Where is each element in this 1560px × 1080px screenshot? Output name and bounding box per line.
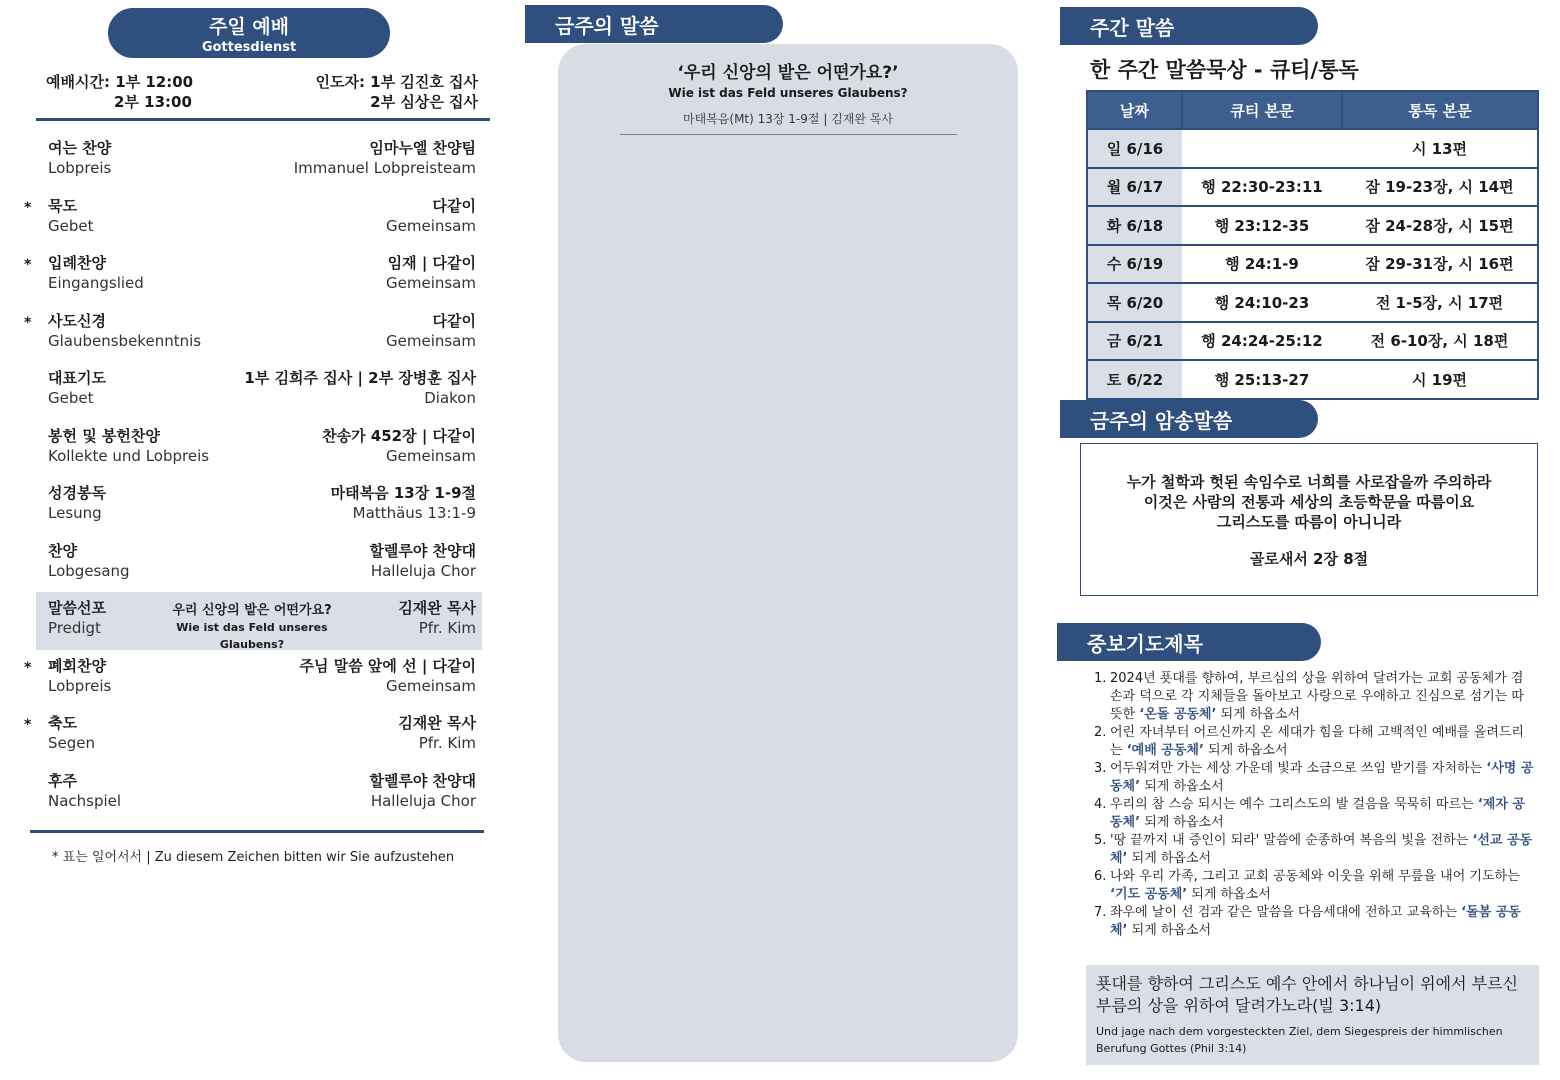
stand-marker: * bbox=[24, 659, 32, 676]
prayer-highlight: ‘예배 공동체’ bbox=[1126, 743, 1204, 758]
order-item-r1: 임재 | 다같이 bbox=[387, 254, 476, 272]
order-item-ko: 묵도 bbox=[48, 196, 77, 215]
prayer-ending: 되게 하옵소서 bbox=[1203, 743, 1288, 758]
qt-reading: 전 6-10장, 시 18편 bbox=[1342, 322, 1538, 361]
order-item-ko: 사도신경 bbox=[48, 311, 106, 330]
prayer-list bbox=[1094, 670, 1534, 940]
prayer-number: 2. bbox=[1094, 725, 1107, 740]
prayer-item bbox=[1094, 904, 1534, 940]
order-item-r2: Gemeinsam bbox=[386, 446, 476, 465]
stand-marker: * bbox=[24, 257, 32, 273]
prayer-number: 7. bbox=[1094, 905, 1107, 920]
qt-reading: 잠 29-31장, 시 16편 bbox=[1342, 245, 1538, 284]
prayer-number: 4. bbox=[1094, 797, 1107, 812]
prayer-item bbox=[1094, 760, 1534, 796]
order-item-de: Glaubensbekenntnis bbox=[48, 331, 202, 350]
order-item-r1: 김재완 목사 bbox=[398, 714, 476, 732]
leader-line1: 인도자: 1부 김진호 집사 bbox=[315, 73, 478, 91]
qt-day: 수 6/19 bbox=[1087, 245, 1182, 284]
theme-verse-ko-line1: 푯대를 향하여 그리스도 예수 안에서 하나님이 위에서 부르신 bbox=[1096, 974, 1519, 993]
theme-verse-box bbox=[1086, 965, 1539, 1065]
order-item-mid2: Wie ist das Feld unseres Glaubens? bbox=[176, 621, 328, 651]
qt-day: 금 6/21 bbox=[1087, 322, 1182, 361]
qt-reading: 시 13편 bbox=[1342, 129, 1538, 168]
order-item-ko: 찬양 bbox=[48, 541, 77, 560]
order-of-service bbox=[24, 132, 482, 822]
qt-passage: 행 23:12-35 bbox=[1182, 206, 1342, 245]
order-item bbox=[24, 190, 482, 248]
qt-day: 토 6/22 bbox=[1087, 360, 1182, 399]
order-item-r1: 다같이 bbox=[432, 196, 476, 215]
order-item-leader bbox=[294, 138, 476, 178]
order-item bbox=[36, 477, 482, 535]
prayer-text: 좌우에 날이 선 검과 같은 말씀을 다음세대에 전하고 교육하는 bbox=[1110, 905, 1462, 920]
sermon-header-label: 금주의 말씀 bbox=[555, 13, 659, 38]
qt-row bbox=[1087, 322, 1538, 361]
qt-day: 월 6/17 bbox=[1087, 168, 1182, 207]
prayer-number: 5. bbox=[1094, 833, 1107, 848]
prayer-text: 어두워져만 가는 세상 가운데 빛과 소금으로 쓰임 받기를 자처하는 bbox=[1110, 761, 1487, 776]
memory-verse-box bbox=[1080, 443, 1538, 596]
prayer-ending: 되게 하옵소서 bbox=[1216, 707, 1301, 722]
prayer-item bbox=[1094, 796, 1534, 832]
order-item-r2: Pfr. Kim bbox=[418, 734, 476, 752]
order-item bbox=[36, 592, 482, 650]
theme-verse-ko bbox=[1096, 973, 1529, 1017]
order-item-leader bbox=[386, 253, 476, 293]
order-item-r2: Immanuel Lobpreisteam bbox=[293, 159, 476, 177]
order-item-r1: 김재완 목사 bbox=[398, 599, 476, 617]
order-item-de: Nachspiel bbox=[48, 791, 122, 810]
order-item-r2: Gemeinsam bbox=[386, 331, 476, 350]
theme-verse-de: Und jage nach dem vorgesteckten Ziel, dem Siegespreis der himmlischen Berufung Gottes (Phil 3:14) bbox=[1096, 1025, 1503, 1055]
order-item-r1: 할렐루야 찬양대 bbox=[369, 541, 476, 560]
prayer-text: 우리의 참 스승 되시는 예수 그리스도의 발 걸음을 묵묵히 따르는 bbox=[1110, 797, 1478, 812]
order-item-ko: 후주 bbox=[48, 771, 77, 790]
order-item-leader bbox=[386, 196, 476, 236]
order-item-mid1: 우리 신앙의 밭은 어떤가요? bbox=[172, 603, 332, 618]
order-item-r2: Diakon bbox=[424, 389, 476, 407]
prayer-highlight: ‘기도 공동체’ bbox=[1110, 887, 1188, 902]
order-item bbox=[36, 535, 482, 593]
order-item-r2: Gemeinsam bbox=[386, 676, 476, 695]
order-item-leader bbox=[386, 311, 476, 351]
order-item-r2: Halleluja Chor bbox=[370, 791, 476, 810]
qt-col-qt: 큐티 본문 bbox=[1182, 91, 1342, 129]
order-item-de: Predigt bbox=[48, 619, 101, 637]
order-item-de: Gebet bbox=[48, 216, 94, 235]
qt-passage: 행 24:1-9 bbox=[1182, 245, 1342, 284]
sermon-subtitle: Wie ist das Feld unseres Glaubens? bbox=[668, 86, 908, 100]
order-item-de: Segen bbox=[48, 734, 96, 752]
prayer-number: 1. bbox=[1094, 671, 1107, 686]
order-item bbox=[24, 247, 482, 305]
stand-footnote: * 표는 일어서서 | Zu diesem Zeichen bitten wir Sie aufzustehen bbox=[52, 850, 455, 865]
qt-passage: 행 24:24-25:12 bbox=[1182, 322, 1342, 361]
order-item bbox=[36, 765, 482, 823]
qt-header-row bbox=[1087, 91, 1538, 129]
order-item-ko: 성경봉독 bbox=[48, 484, 106, 502]
qt-day: 목 6/20 bbox=[1087, 283, 1182, 322]
order-item-ko: 말씀선포 bbox=[48, 599, 106, 617]
prayer-highlight: ‘사명 공동체’ bbox=[1110, 761, 1534, 794]
prayer-item bbox=[1094, 724, 1534, 760]
prayer-number: 6. bbox=[1094, 869, 1107, 884]
prayer-ending: 되게 하옵소서 bbox=[1140, 779, 1224, 794]
prayer-text: '땅 끝까지 내 증인이 되라' 말씀에 순종하여 복음의 빛을 전하는 bbox=[1110, 833, 1473, 848]
theme-verse-ko-line2: 부름의 상을 위하여 달려가노라(빌 3:14) bbox=[1096, 996, 1382, 1015]
order-item-r2: Halleluja Chor bbox=[370, 561, 476, 580]
order-item bbox=[24, 707, 482, 765]
service-times bbox=[46, 72, 193, 112]
sermon-reference: 마태복음(Mt) 13장 1-9절 | 김재완 목사 bbox=[683, 112, 893, 126]
prayer-ending: 되게 하옵소서 bbox=[1127, 923, 1212, 938]
prayer-text: 어린 자녀부터 어르신까지 온 세대가 힘을 다해 고백적인 예배를 올려드리는 bbox=[1110, 725, 1524, 758]
order-item-leader bbox=[369, 771, 476, 811]
prayer-highlight: ‘온돌 공동체’ bbox=[1139, 707, 1217, 722]
qt-row bbox=[1087, 129, 1538, 168]
qt-col-reading: 통독 본문 bbox=[1342, 91, 1538, 129]
worship-title-pill bbox=[108, 8, 390, 58]
order-item-de: Gebet bbox=[48, 389, 94, 407]
stand-marker: * bbox=[24, 717, 32, 733]
order-item bbox=[36, 132, 482, 190]
sermon-notes-box bbox=[558, 44, 1018, 1062]
memory-line1: 누가 철학과 헛된 속임수로 너희를 사로잡을까 주의하라 bbox=[1126, 473, 1492, 491]
prayer-text: 나와 우리 가족, 그리고 교회 공동체와 이웃을 위해 무릎을 내어 기도하는 bbox=[1110, 869, 1520, 884]
order-item-ko: 봉헌 및 봉헌찬양 bbox=[48, 426, 160, 445]
prayer-ending: 되게 하옵소서 bbox=[1187, 887, 1271, 902]
qt-reading: 잠 24-28장, 시 15편 bbox=[1342, 206, 1538, 245]
order-item-leader bbox=[244, 368, 476, 408]
qt-reading: 전 1-5장, 시 17편 bbox=[1342, 283, 1538, 322]
worship-title-ko: 주일 예배 bbox=[208, 16, 290, 38]
service-leaders bbox=[315, 72, 478, 112]
order-item-leader bbox=[369, 541, 476, 581]
qt-row bbox=[1087, 283, 1538, 322]
order-item-leader bbox=[331, 483, 476, 523]
prayer-item bbox=[1094, 868, 1534, 904]
memory-line2: 이것은 사람의 전통과 세상의 초등학문을 따름이요 bbox=[1143, 493, 1475, 511]
order-item-r1: 주님 말씀 앞에 선 | 다같이 bbox=[299, 656, 476, 675]
qt-reading: 잠 19-23장, 시 14편 bbox=[1342, 168, 1538, 207]
order-item-de: Lobgesang bbox=[48, 561, 130, 580]
order-item-r1: 마태복음 13장 1-9절 bbox=[330, 484, 476, 502]
order-item-leader bbox=[398, 598, 476, 638]
prayer-highlight: ‘제자 공동체’ bbox=[1110, 797, 1525, 830]
qt-heading: 한 주간 말씀묵상 - 큐티/통독 bbox=[1090, 58, 1359, 82]
order-item-ko: 대표기도 bbox=[48, 369, 106, 387]
order-item-ko: 축도 bbox=[48, 714, 77, 732]
qt-row bbox=[1087, 168, 1538, 207]
time-line1: 1부 12:00 bbox=[115, 73, 194, 91]
order-item-ko: 폐회찬양 bbox=[48, 656, 106, 675]
qt-day: 화 6/18 bbox=[1087, 206, 1182, 245]
memory-verse bbox=[1081, 472, 1537, 532]
time-line2: 2부 13:00 bbox=[114, 93, 192, 111]
order-item-r1: 1부 김희주 집사 | 2부 장병훈 집사 bbox=[244, 369, 476, 387]
prayer-text: 2024년 푯대를 향하여, 부르심의 상을 위하여 달려가는 교회 공동체가 겸손과 덕으로 각 지체들을 돌아보고 사랑으로 우애하고 진심으로 섬기는 따뜻한 bbox=[1110, 671, 1524, 722]
bottom-divider bbox=[30, 830, 484, 833]
prayer-item bbox=[1094, 832, 1534, 868]
prayer-ending: 되게 하옵소서 bbox=[1127, 851, 1212, 866]
prayer-number: 3. bbox=[1094, 761, 1107, 776]
qt-row bbox=[1087, 360, 1538, 399]
order-item-ko: 입례찬양 bbox=[48, 254, 106, 272]
qt-passage: 행 22:30-23:11 bbox=[1182, 168, 1342, 207]
order-item-r1: 할렐루야 찬양대 bbox=[369, 771, 476, 790]
order-item-r2: Pfr. Kim bbox=[418, 619, 476, 637]
order-item-leader bbox=[300, 656, 477, 696]
qt-reading: 시 19편 bbox=[1342, 360, 1538, 399]
time-label: 예배시간: bbox=[46, 73, 110, 91]
order-item-r1: 찬송가 452장 | 다같이 bbox=[322, 426, 476, 445]
qt-passage: 행 24:10-23 bbox=[1182, 283, 1342, 322]
order-item-r1: 다같이 bbox=[432, 311, 476, 330]
order-item-r2: Matthäus 13:1-9 bbox=[352, 504, 476, 522]
order-item-de: Eingangslied bbox=[48, 274, 144, 292]
stand-marker: * bbox=[24, 314, 32, 331]
weekly-header bbox=[1060, 7, 1318, 45]
sermon-header bbox=[525, 5, 783, 43]
order-item bbox=[36, 362, 482, 420]
qt-passage: 행 25:13-27 bbox=[1182, 360, 1342, 399]
order-item-de: Lobpreis bbox=[48, 159, 112, 177]
top-divider bbox=[36, 118, 490, 121]
order-item-ko: 여는 찬양 bbox=[48, 139, 112, 157]
prayer-item bbox=[1094, 670, 1534, 724]
worship-title-de: Gottesdienst bbox=[201, 40, 297, 55]
stand-marker: * bbox=[24, 199, 32, 216]
order-item-leader bbox=[398, 713, 476, 753]
sermon-divider bbox=[620, 134, 957, 135]
prayer-header bbox=[1057, 623, 1321, 661]
qt-passage bbox=[1182, 129, 1342, 168]
qt-day: 일 6/16 bbox=[1087, 129, 1182, 168]
prayer-header-label: 중보기도제목 bbox=[1087, 631, 1203, 656]
prayer-highlight: ‘선교 공동체’ bbox=[1110, 833, 1533, 866]
order-item-de: Lesung bbox=[48, 504, 102, 522]
qt-table bbox=[1086, 90, 1539, 400]
qt-col-date: 날짜 bbox=[1087, 91, 1182, 129]
order-item-de: Lobpreis bbox=[48, 676, 112, 695]
qt-row bbox=[1087, 245, 1538, 284]
order-item bbox=[24, 650, 482, 708]
prayer-highlight: ‘돌봄 공동체’ bbox=[1110, 905, 1521, 938]
order-item bbox=[24, 305, 482, 363]
qt-row bbox=[1087, 206, 1538, 245]
order-item bbox=[36, 420, 482, 478]
memory-reference: 골로새서 2장 8절 bbox=[1249, 550, 1369, 568]
order-item-r1: 임마누엘 찬양팀 bbox=[369, 139, 476, 157]
prayer-ending: 되게 하옵소서 bbox=[1140, 815, 1224, 830]
memory-line3: 그리스도를 따름이 아니니라 bbox=[1216, 513, 1402, 531]
memory-header bbox=[1060, 400, 1318, 438]
order-item-sermon-title bbox=[154, 602, 350, 653]
weekly-header-label: 주간 말씀 bbox=[1090, 15, 1175, 40]
order-item-de: Kollekte und Lobpreis bbox=[48, 446, 210, 465]
order-item-r2: Gemeinsam bbox=[386, 274, 476, 292]
memory-header-label: 금주의 암송말씀 bbox=[1090, 408, 1233, 433]
leader-line2: 2부 심상은 집사 bbox=[370, 93, 478, 111]
order-item-leader bbox=[322, 426, 476, 466]
order-item-r2: Gemeinsam bbox=[386, 216, 476, 235]
sermon-title: ‘우리 신앙의 밭은 어떤가요?’ bbox=[677, 63, 899, 83]
